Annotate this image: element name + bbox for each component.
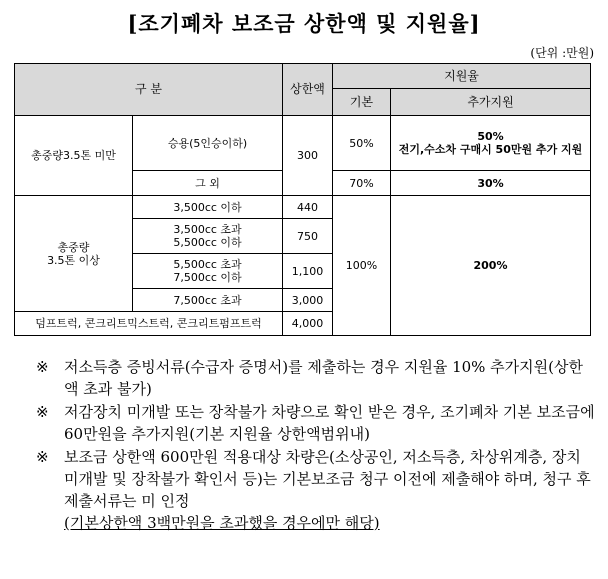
- cc3-label: [133, 254, 283, 289]
- note-600-cap: [36, 446, 596, 534]
- note-text: 저감장치 미개발 또는 장착불가 차량으로 확인 받은 경우, 조기폐차 기본 보조금에 60만원을 추가지원(기본 지원율 상한액범위내): [64, 403, 595, 443]
- header-support-rate: 지원율: [333, 64, 591, 89]
- header-basic: 기본: [333, 89, 391, 116]
- cc2-cap: 750: [283, 219, 333, 254]
- header-additional: 추가지원: [391, 89, 591, 116]
- trucks-label: 덤프트럭, 콘크리트믹스트럭, 콘크리트펌프트럭: [15, 312, 283, 336]
- cc3-line1: 5,500cc 초과: [173, 258, 242, 271]
- cc2-line2: 5,500cc 이하: [173, 236, 242, 249]
- page-title: [조기폐차 보조금 상한액 및 지원율]: [127, 11, 481, 36]
- trucks-cap: 4,000: [283, 312, 333, 336]
- other-label: 그 외: [133, 171, 283, 196]
- other-basic: 70%: [333, 171, 391, 196]
- group2-additional: 200%: [391, 196, 591, 336]
- passenger-additional-note: 전기,수소차 구매시 50만원 추가 지원: [398, 143, 583, 156]
- group-over-line2: 3.5톤 이상: [47, 253, 100, 267]
- note-text: 보조금 상한액 600만원 적용대상 차량은(소상공인, 저소득층, 차상위계층, 장치 미개발 및 장착불가 확인서 등)는 기본보조금 청구 이전에 제출해야 하며, 청구 후 제출서류는 미 인정: [64, 448, 591, 510]
- group2-basic: 100%: [333, 196, 391, 336]
- unit-label: (단위 :만원): [530, 46, 594, 60]
- note-mark: ※: [36, 448, 49, 466]
- cc2-line1: 3,500cc 초과: [173, 223, 242, 236]
- passenger-cap: 300: [283, 116, 333, 196]
- note-underlined: (기본상한액 3백만원을 초과했을 경우에만 해당): [64, 514, 380, 532]
- group-over-line1: 총중량: [57, 240, 90, 254]
- passenger-additional-rate: 50%: [477, 130, 504, 143]
- cc3-cap: 1,100: [283, 254, 333, 289]
- cc1-cap: 440: [283, 196, 333, 219]
- group-over-3-5t: [15, 196, 133, 312]
- subsidy-table: [14, 63, 591, 336]
- header-category: 구 분: [15, 64, 283, 116]
- note-mark: ※: [36, 358, 49, 376]
- cc4-cap: 3,000: [283, 289, 333, 312]
- header-cap: 상한액: [283, 64, 333, 116]
- note-device-unavailable: [36, 401, 596, 445]
- cc1-label: 3,500cc 이하: [133, 196, 283, 219]
- group-under-3-5t: 총중량3.5톤 미만: [15, 116, 133, 196]
- notes-section: [36, 356, 596, 534]
- cc2-label: [133, 219, 283, 254]
- passenger-label: 승용(5인승이하): [133, 116, 283, 171]
- other-additional: 30%: [391, 171, 591, 196]
- note-text: 저소득층 증빙서류(수급자 증명서)를 제출하는 경우 지원율 10% 추가지원(상한액 초과 불가): [64, 358, 583, 398]
- note-mark: ※: [36, 403, 49, 421]
- passenger-basic: 50%: [333, 116, 391, 171]
- cc3-line2: 7,500cc 이하: [173, 271, 242, 284]
- note-low-income: [36, 356, 596, 400]
- passenger-additional: [391, 116, 591, 171]
- cc4-label: 7,500cc 초과: [133, 289, 283, 312]
